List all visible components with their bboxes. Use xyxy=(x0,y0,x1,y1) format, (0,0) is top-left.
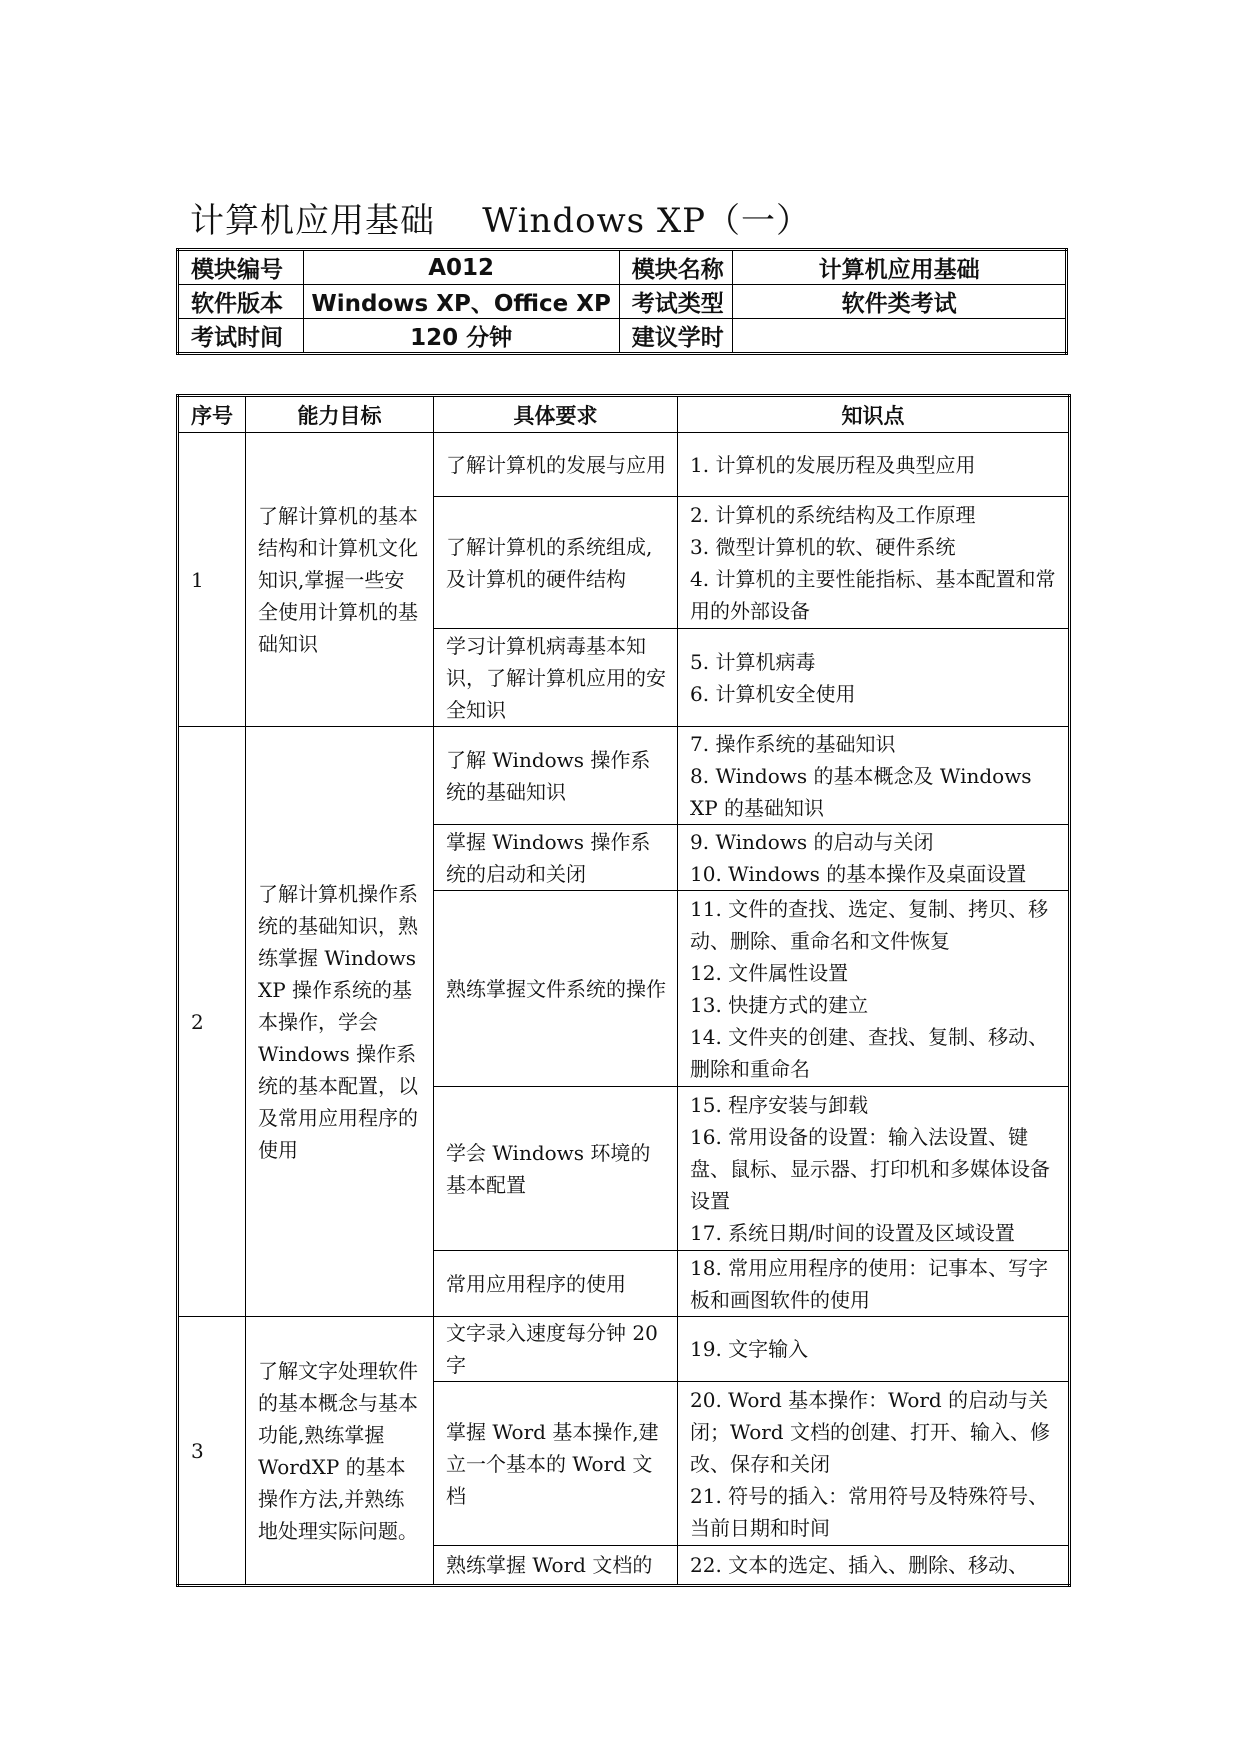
knowledge-cell xyxy=(678,497,1070,629)
info-row xyxy=(178,250,1067,285)
requirement-cell: 文字录入速度每分钟 20 字 xyxy=(434,1317,678,1382)
exam-time-label: 考试时间 xyxy=(178,319,304,354)
knowledge-point: 15. 程序安装与卸载 xyxy=(690,1092,869,1117)
requirement-cell: 学会 Windows 环境的基本配置 xyxy=(434,1087,678,1251)
requirement-cell: 常用应用程序的使用 xyxy=(434,1251,678,1317)
header-goal: 能力目标 xyxy=(246,396,434,433)
header-req: 具体要求 xyxy=(434,396,678,433)
module-no-value: A012 xyxy=(303,250,619,285)
knowledge-point: 17. 系统日期/时间的设置及区域设置 xyxy=(690,1220,1015,1245)
goal-cell: 了解计算机操作系统的基础知识，熟练掌握 Windows XP 操作系统的基本操作，学会 Windows 操作系统的基本配置，以及常用应用程序的使用 xyxy=(246,727,434,1317)
knowledge-point: 20. Word 基本操作：Word 的启动与关闭；Word 文档的创建、打开、输入、修改、保存和关闭 xyxy=(690,1387,1050,1476)
knowledge-point: 5. 计算机病毒 xyxy=(690,649,816,674)
goal-cell: 了解计算机的基本结构和计算机文化知识,掌握一些安全使用计算机的基础知识 xyxy=(246,433,434,727)
knowledge-cell xyxy=(678,891,1070,1087)
knowledge-point: 22. 文本的选定、插入、删除、移动、 xyxy=(690,1553,1029,1577)
requirement-cell: 掌握 Word 基本操作,建立一个基本的 Word 文档 xyxy=(434,1382,678,1546)
goal-cell: 了解文字处理软件的基本概念与基本功能,熟练掌握 WordXP 的基本操作方法,并熟练地处理实际问题。 xyxy=(246,1317,434,1586)
module-no-label: 模块编号 xyxy=(178,250,304,285)
exam-time-value: 120 分钟 xyxy=(303,319,619,354)
knowledge-point: 8. Windows 的基本概念及 Windows XP 的基础知识 xyxy=(690,763,1032,820)
knowledge-point: 7. 操作系统的基础知识 xyxy=(690,731,896,756)
requirement-cell: 掌握 Windows 操作系统的启动和关闭 xyxy=(434,825,678,891)
knowledge-point: 11. 文件的查找、选定、复制、拷贝、移动、删除、重命名和文件恢复 xyxy=(690,896,1049,953)
requirement-cell: 了解 Windows 操作系统的基础知识 xyxy=(434,727,678,825)
requirement-cell: 熟练掌握 Word 文档的 xyxy=(434,1546,678,1586)
exam-type-label: 考试类型 xyxy=(619,285,733,319)
knowledge-point: 3. 微型计算机的软、硬件系统 xyxy=(690,534,956,559)
knowledge-point: 2. 计算机的系统结构及工作原理 xyxy=(690,502,976,527)
knowledge-point: 6. 计算机安全使用 xyxy=(690,681,856,706)
requirement-cell: 熟练掌握文件系统的操作 xyxy=(434,891,678,1087)
knowledge-cell xyxy=(678,1087,1070,1251)
requirement-cell: 学习计算机病毒基本知识，了解计算机应用的安全知识 xyxy=(434,629,678,727)
software-label: 软件版本 xyxy=(178,285,304,319)
knowledge-cell xyxy=(678,1382,1070,1546)
knowledge-point: 9. Windows 的启动与关闭 xyxy=(690,829,934,854)
knowledge-point: 16. 常用设备的设置：输入法设置、键盘、鼠标、显示器、打印机和多媒体设备设置 xyxy=(690,1124,1050,1213)
knowledge-point: 4. 计算机的主要性能指标、基本配置和常用的外部设备 xyxy=(690,566,1056,623)
page-title: 计算机应用基础 Windows XP（一） xyxy=(190,201,812,241)
header-seq: 序号 xyxy=(178,396,246,433)
knowledge-cell xyxy=(678,1251,1070,1317)
module-name-label: 模块名称 xyxy=(619,250,733,285)
knowledge-cell xyxy=(678,629,1070,727)
knowledge-point: 21. 符号的插入：常用符号及特殊符号、当前日期和时间 xyxy=(690,1483,1049,1540)
knowledge-cell xyxy=(678,825,1070,891)
knowledge-point: 13. 快捷方式的建立 xyxy=(690,992,869,1017)
requirements-table xyxy=(176,394,1071,1587)
requirements-body xyxy=(178,433,1070,1586)
seq-cell: 1 xyxy=(178,433,246,727)
knowledge-cell xyxy=(678,1317,1070,1382)
knowledge-cell xyxy=(678,433,1070,497)
table-row xyxy=(178,433,1070,497)
software-value: Windows XP、Office XP xyxy=(303,285,619,319)
header-kp: 知识点 xyxy=(678,396,1070,433)
knowledge-point: 10. Windows 的基本操作及桌面设置 xyxy=(690,861,1027,886)
knowledge-cell xyxy=(678,727,1070,825)
module-name-value: 计算机应用基础 xyxy=(733,250,1067,285)
knowledge-point: 14. 文件夹的创建、查找、复制、移动、删除和重命名 xyxy=(690,1024,1049,1081)
seq-cell: 2 xyxy=(178,727,246,1317)
info-row xyxy=(178,285,1067,319)
exam-type-value: 软件类考试 xyxy=(733,285,1067,319)
table-row xyxy=(178,1317,1070,1382)
requirement-cell: 了解计算机的系统组成,及计算机的硬件结构 xyxy=(434,497,678,629)
seq-cell: 3 xyxy=(178,1317,246,1586)
knowledge-cell xyxy=(678,1546,1070,1586)
table-row xyxy=(178,727,1070,825)
module-info-table xyxy=(176,248,1068,355)
info-row xyxy=(178,319,1067,354)
requirement-cell: 了解计算机的发展与应用 xyxy=(434,433,678,497)
table-header-row xyxy=(178,396,1070,433)
knowledge-point: 19. 文字输入 xyxy=(690,1337,809,1361)
knowledge-point: 12. 文件属性设置 xyxy=(690,960,849,985)
knowledge-point: 1. 计算机的发展历程及典型应用 xyxy=(690,452,976,477)
hours-label: 建议学时 xyxy=(619,319,733,354)
hours-value xyxy=(733,319,1067,354)
knowledge-point: 18. 常用应用程序的使用：记事本、写字板和画图软件的使用 xyxy=(690,1255,1049,1312)
